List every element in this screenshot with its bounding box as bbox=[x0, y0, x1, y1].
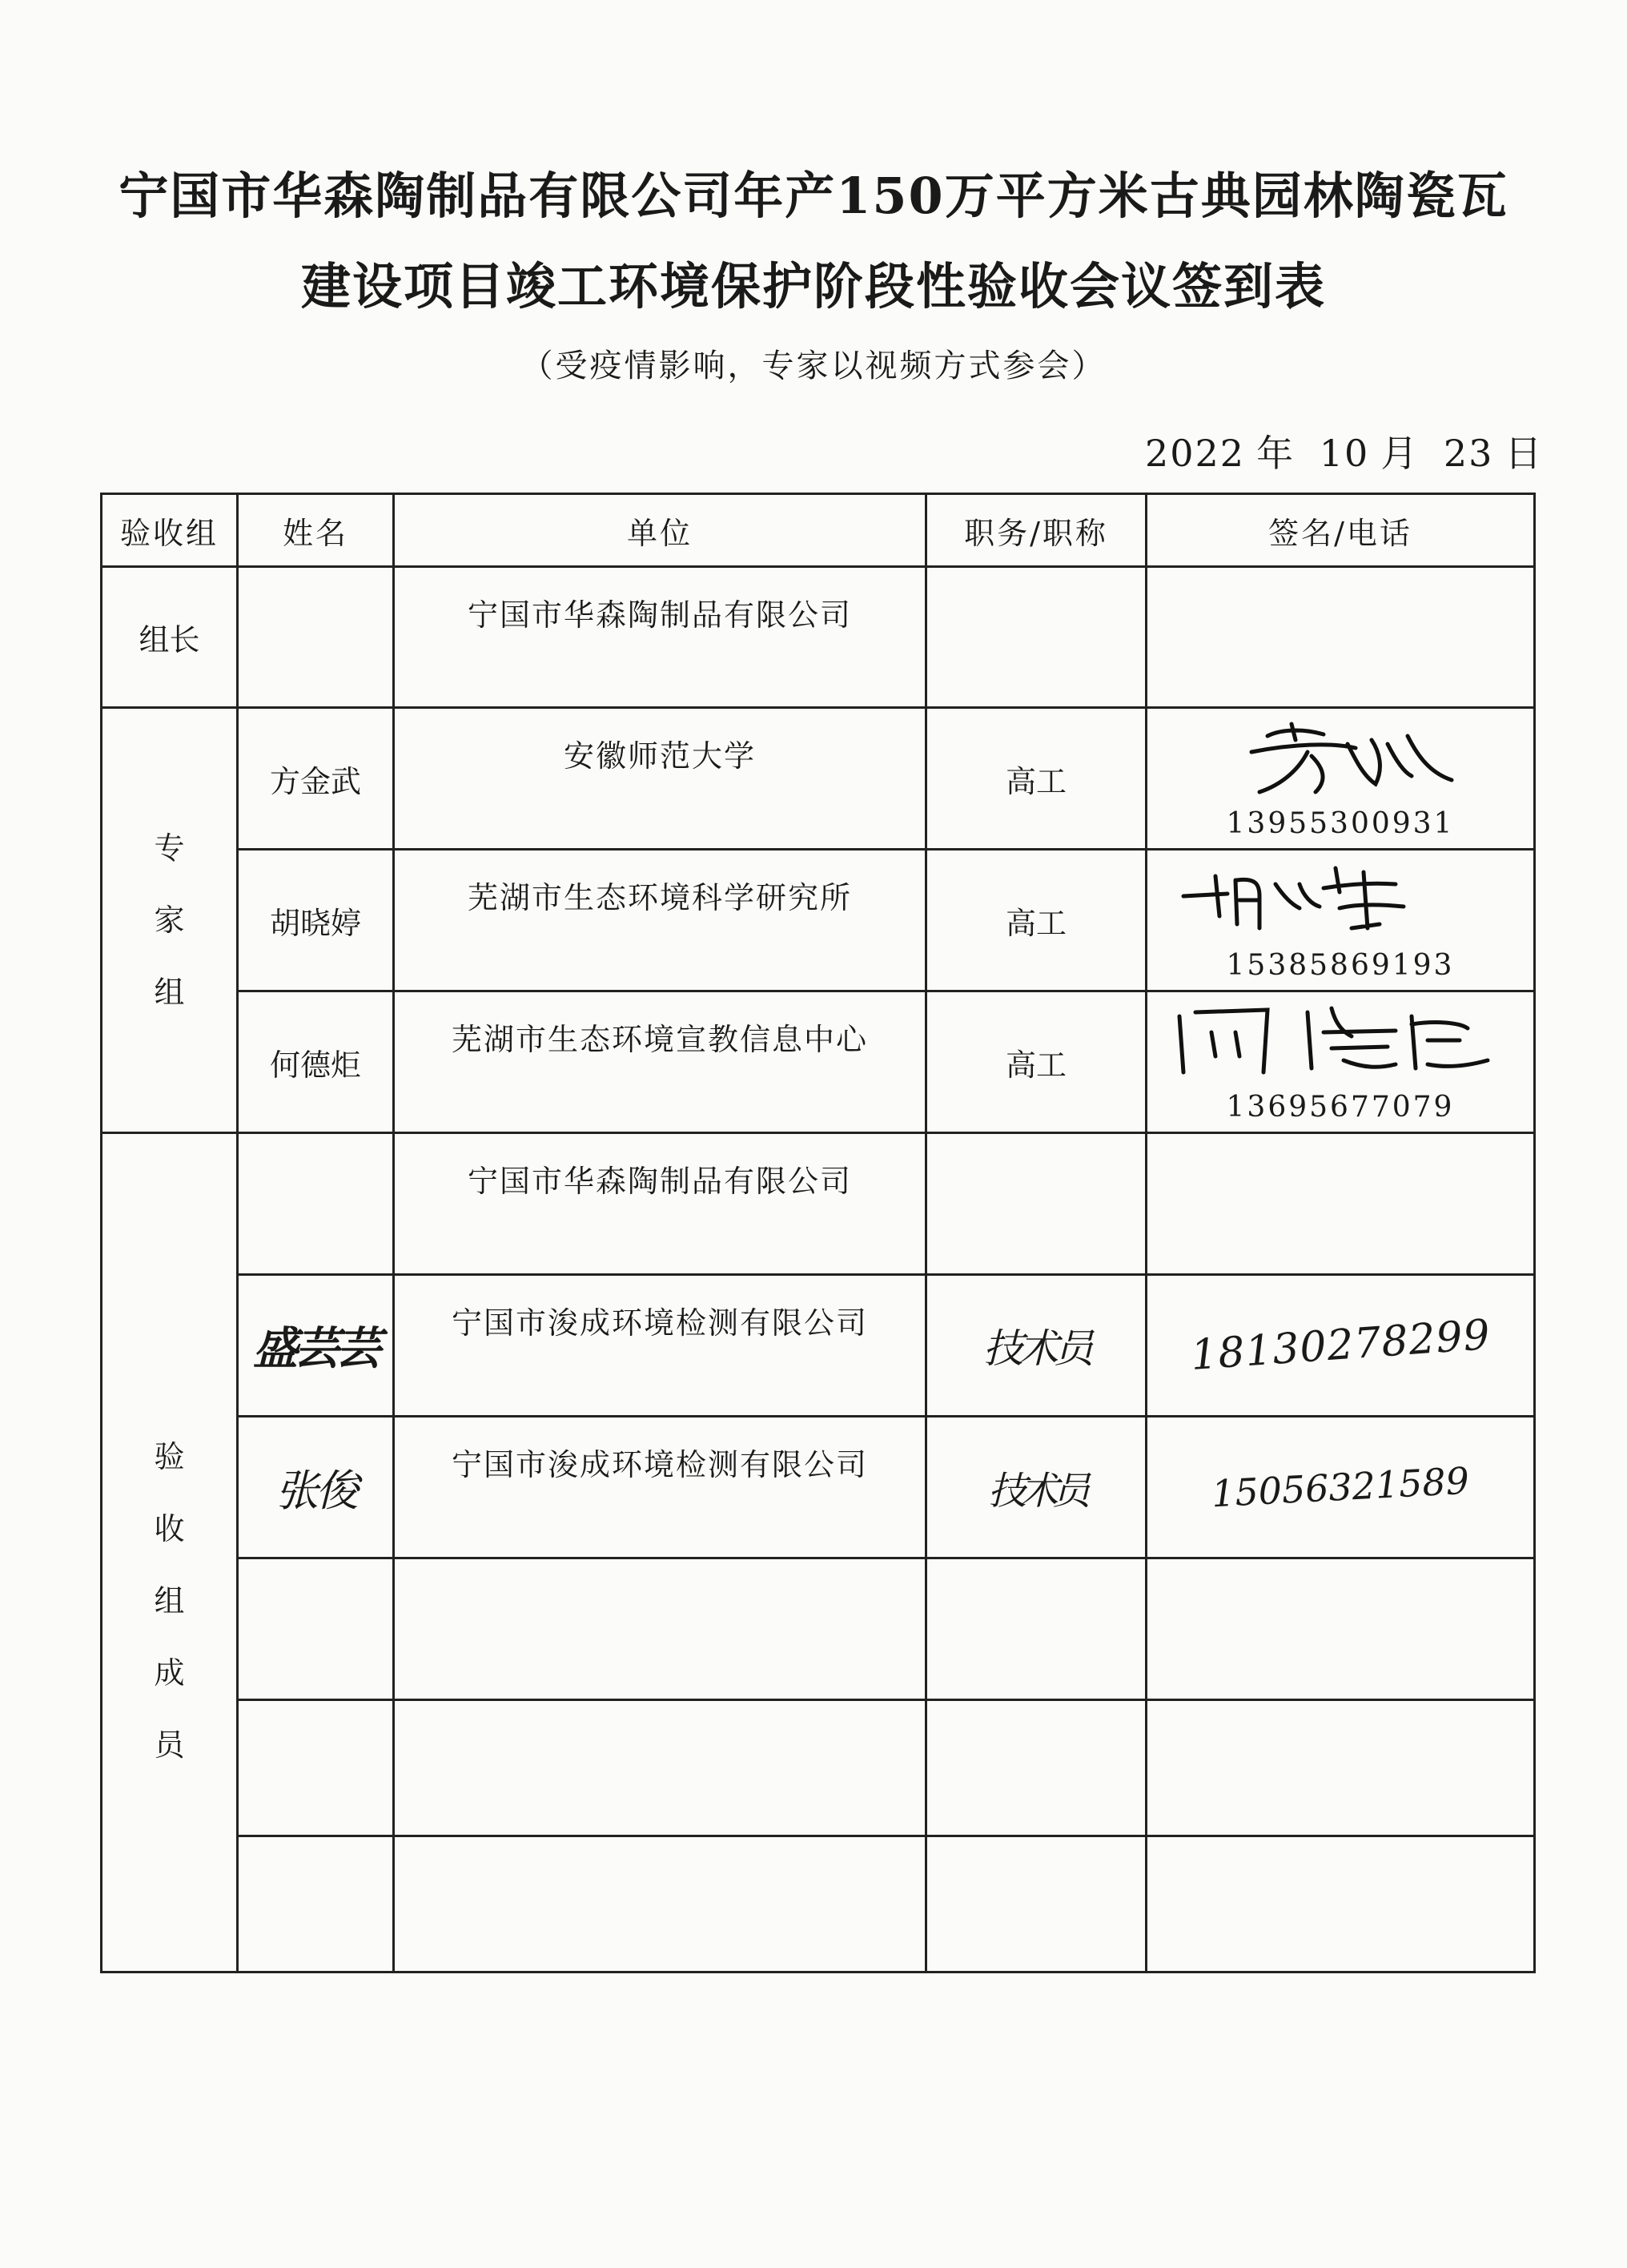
handwritten-signature bbox=[1235, 720, 1460, 800]
date-year: 2022 bbox=[1145, 432, 1246, 475]
member-title-cell bbox=[926, 1700, 1147, 1836]
member-name-cell bbox=[238, 1133, 394, 1275]
member-name-cell bbox=[238, 1558, 394, 1700]
table-row bbox=[102, 1275, 1535, 1417]
date-year-unit: 年 bbox=[1256, 432, 1296, 475]
expert-group-char: 组 bbox=[154, 975, 185, 1010]
expert-unit-cell: 芜湖市生态环境科学研究所 bbox=[394, 850, 926, 991]
expert-group-label bbox=[102, 708, 238, 1133]
member-unit-cell: 宁国市浚成环境检测有限公司 bbox=[394, 1417, 926, 1558]
expert-phone: 13695677079 bbox=[1226, 1091, 1455, 1124]
member-title-cell bbox=[926, 1133, 1147, 1275]
table-row bbox=[102, 708, 1535, 850]
document-title-line1: 宁国市华森陶制品有限公司年产150万平方米古典园林陶瓷瓦 bbox=[119, 167, 1508, 225]
expert-unit-cell: 安徽师范大学 bbox=[394, 708, 926, 850]
header-unit: 单位 bbox=[394, 494, 926, 567]
expert-unit-cell: 芜湖市生态环境宣教信息中心 bbox=[394, 991, 926, 1133]
member-name-cell bbox=[238, 1275, 394, 1417]
table-row bbox=[102, 1700, 1535, 1836]
member-unit-cell bbox=[394, 1700, 926, 1836]
group-leader-label: 组长 bbox=[102, 567, 238, 708]
member-unit-cell bbox=[394, 1558, 926, 1700]
member-group-char: 收 bbox=[154, 1510, 185, 1546]
member-name-cell bbox=[238, 1417, 394, 1558]
member-name-cell bbox=[238, 1836, 394, 1972]
handwritten-signature bbox=[1179, 860, 1420, 940]
member-group-char: 验 bbox=[154, 1438, 185, 1474]
expert-sign-cell bbox=[1147, 708, 1535, 850]
table-row bbox=[102, 1558, 1535, 1700]
header-group: 验收组 bbox=[102, 494, 238, 567]
handwritten-phone: 18130278299 bbox=[1188, 1310, 1492, 1381]
table-row bbox=[102, 850, 1535, 991]
header-name: 姓名 bbox=[238, 494, 394, 567]
sign-in-table bbox=[100, 493, 1536, 1973]
table-row bbox=[102, 567, 1535, 708]
leader-title-cell bbox=[926, 567, 1147, 708]
date-day: 23 bbox=[1443, 432, 1494, 475]
member-sign-cell bbox=[1147, 1558, 1535, 1700]
handwritten-name: 盛芸芸 bbox=[253, 1322, 378, 1375]
table-row bbox=[102, 1417, 1535, 1558]
table-row bbox=[102, 1133, 1535, 1275]
member-unit-cell bbox=[394, 1836, 926, 1972]
leader-unit-cell: 宁国市华森陶制品有限公司 bbox=[394, 567, 926, 708]
table-header-row bbox=[102, 494, 1535, 567]
date-month-unit: 月 bbox=[1380, 432, 1420, 475]
expert-name-cell: 方金武 bbox=[238, 708, 394, 850]
member-title-cell bbox=[926, 1417, 1147, 1558]
handwritten-title: 技术员 bbox=[987, 1468, 1084, 1514]
meeting-date bbox=[1145, 424, 1554, 477]
member-title-cell bbox=[926, 1558, 1147, 1700]
expert-phone: 13955300931 bbox=[1226, 807, 1455, 840]
member-sign-cell bbox=[1147, 1700, 1535, 1836]
table-row bbox=[102, 991, 1535, 1133]
member-group-char: 员 bbox=[154, 1727, 185, 1763]
member-name-cell bbox=[238, 1700, 394, 1836]
member-title-cell bbox=[926, 1275, 1147, 1417]
handwritten-signature bbox=[1171, 1000, 1492, 1080]
expert-phone: 15385869193 bbox=[1226, 949, 1455, 982]
handwritten-name: 张俊 bbox=[275, 1465, 356, 1516]
member-sign-cell bbox=[1147, 1836, 1535, 1972]
date-day-unit: 日 bbox=[1504, 432, 1544, 475]
table-row bbox=[102, 1836, 1535, 1972]
expert-title-cell: 高工 bbox=[926, 991, 1147, 1133]
expert-group-char: 家 bbox=[154, 903, 185, 938]
member-unit-cell: 宁国市华森陶制品有限公司 bbox=[394, 1133, 926, 1275]
member-sign-cell bbox=[1147, 1275, 1535, 1417]
handwritten-title: 技术员 bbox=[983, 1325, 1089, 1372]
document-title-line2: 建设项目竣工环境保护阶段性验收会议签到表 bbox=[300, 257, 1326, 316]
header-title: 职务/职称 bbox=[926, 494, 1147, 567]
expert-group-char: 专 bbox=[154, 830, 185, 866]
handwritten-phone: 15056321589 bbox=[1210, 1458, 1471, 1516]
leader-name-cell bbox=[238, 567, 394, 708]
member-sign-cell bbox=[1147, 1133, 1535, 1275]
expert-name-cell: 胡晓婷 bbox=[238, 850, 394, 991]
member-group-char: 组 bbox=[154, 1582, 185, 1619]
leader-sign-cell bbox=[1147, 567, 1535, 708]
expert-sign-cell bbox=[1147, 850, 1535, 991]
member-group-char: 成 bbox=[154, 1655, 185, 1691]
date-month: 10 bbox=[1319, 432, 1370, 475]
expert-name-cell: 何德炬 bbox=[238, 991, 394, 1133]
expert-title-cell: 高工 bbox=[926, 850, 1147, 991]
expert-title-cell: 高工 bbox=[926, 708, 1147, 850]
header-sign-phone: 签名/电话 bbox=[1147, 494, 1535, 567]
member-sign-cell bbox=[1147, 1417, 1535, 1558]
attendance-note: （受疫情影响，专家以视频方式参会） bbox=[520, 348, 1107, 384]
member-unit-cell: 宁国市浚成环境检测有限公司 bbox=[394, 1275, 926, 1417]
member-title-cell bbox=[926, 1836, 1147, 1972]
expert-sign-cell bbox=[1147, 991, 1535, 1133]
member-group-label bbox=[102, 1133, 238, 1972]
